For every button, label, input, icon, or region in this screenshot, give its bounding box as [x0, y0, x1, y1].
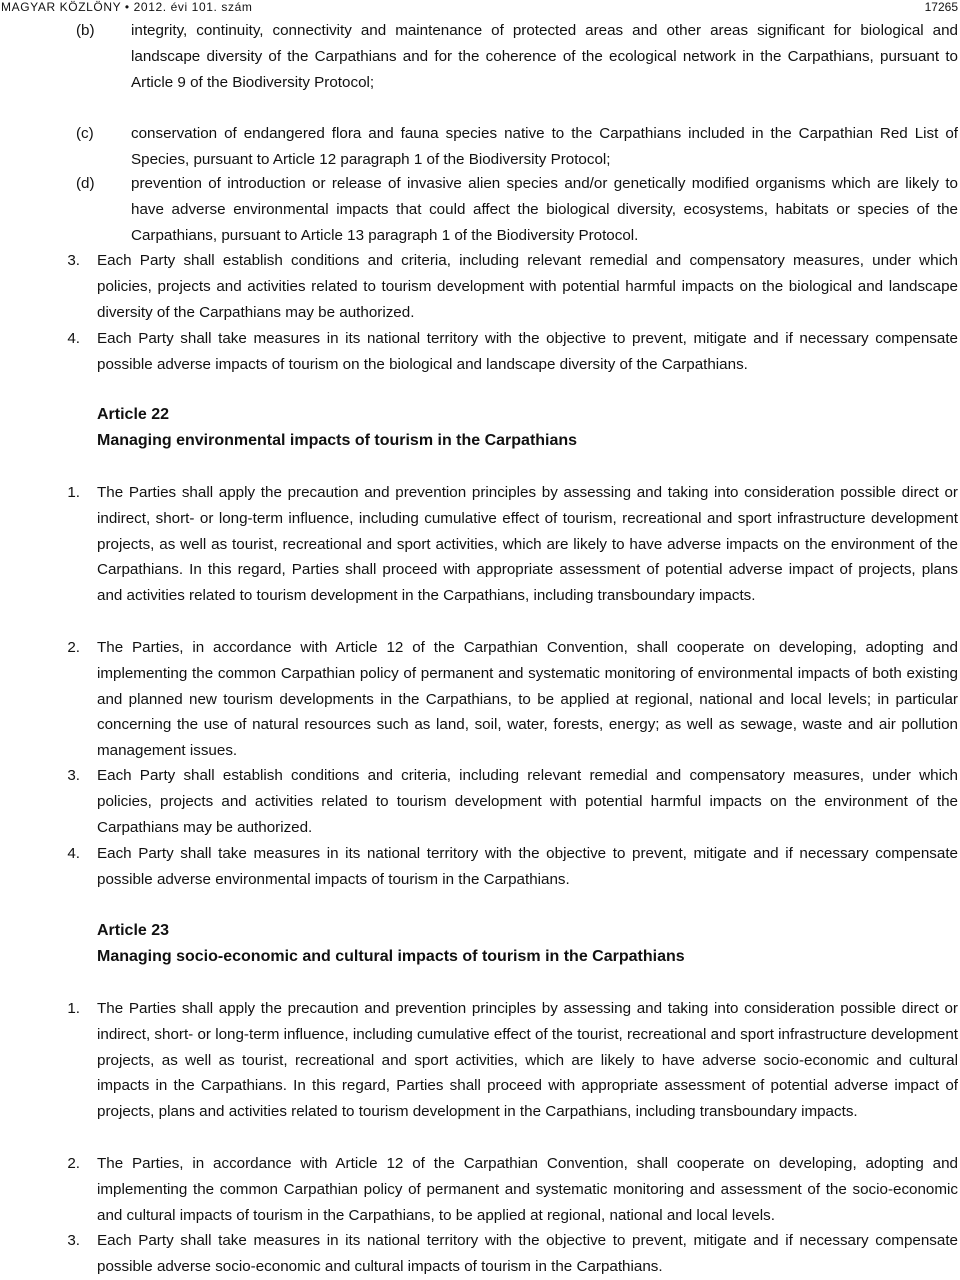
paragraph-number: 1. — [67, 484, 80, 501]
item-text: integrity, continuity, connectivity and maintenance of protected areas and other areas significant for biological and landscape diversity of the Carpathians and for the coherence of the ecological network in the Carpathians, pursuant to Article 9 of the Biodiversity Protocol; — [131, 22, 958, 91]
paragraph-number: 3. — [67, 252, 80, 269]
numbered-paragraph — [0, 1228, 958, 1280]
paragraph-text: The Parties shall apply the precaution and prevention principles by assessing and taking into consideration possible direct or indirect, short- or long-term influence, including cumulative effect of tourism, recreational and sport infrastructure development projects, as well as tourist, recreational and sport activities, which are likely to have adverse impacts on the environment of the Carpathians. In this regard, Parties shall proceed with appropriate assessment of potential adverse impact of projects, plans and activities related to tourism development in the Carpathians, including transboundary impacts. — [97, 484, 958, 605]
numbered-paragraph — [0, 996, 958, 1125]
paragraph-text: Each Party shall establish conditions and criteria, including relevant remedial and compensatory measures, under which policies, projects and activities related to tourism development with potential harmful impacts on the biological and landscape diversity of the Carpathians may be authorized. — [97, 252, 958, 321]
numbered-paragraph — [0, 248, 958, 325]
paragraph-text: Each Party shall take measures in its national territory with the objective to prevent, mitigate and if necessary compensate possible adverse environmental impacts of tourism in the Carpathians. — [97, 845, 958, 888]
paragraph-number: 2. — [67, 639, 80, 656]
numbered-paragraph — [0, 841, 958, 893]
numbered-paragraph — [0, 635, 958, 764]
numbered-paragraph — [0, 480, 958, 609]
article-title: Managing socio-economic and cultural impacts of tourism in the Carpathians — [97, 948, 685, 965]
paragraph-text: Each Party shall take measures in its national territory with the objective to prevent, mitigate and if necessary compensate possible adverse socio-economic and cultural impacts of tourism in the Carpathians. — [97, 1232, 958, 1275]
paragraph-number: 4. — [67, 330, 80, 347]
numbered-paragraph — [0, 763, 958, 840]
paragraph-number: 1. — [67, 1000, 80, 1017]
item-text: prevention of introduction or release of invasive alien species and/or genetically modified organisms which are likely to have adverse environmental impacts that could affect the biological diversity, ecosystems, habitats or species of the Carpathians, pursuant to Article 13 paragraph 1 of the Biodiversity Protocol. — [131, 175, 958, 244]
paragraph-number: 2. — [67, 1155, 80, 1172]
journal-title: MAGYAR KÖZLÖNY • 2012. évi 101. szám — [1, 0, 253, 14]
paragraph-text: The Parties, in accordance with Article 12 of the Carpathian Convention, shall cooperate on developing, adopting and implementing the common Carpathian policy of permanent and systematic monitoring and assessment of the socio-economic and cultural impacts of tourism in the Carpathians, to be applied at regional, national and local levels. — [97, 1155, 958, 1224]
list-item — [0, 121, 958, 173]
article-number: Article 23 — [97, 922, 170, 939]
paragraph-text: Each Party shall take measures in its national territory with the objective to prevent, mitigate and if necessary compensate possible adverse impacts of tourism on the biological and landscape diversity of the Carpathians. — [97, 330, 958, 373]
paragraph-text: The Parties, in accordance with Article 12 of the Carpathian Convention, shall cooperate on developing, adopting and implementing the common Carpathian policy of permanent and systematic monitoring of environmental impacts of both existing and planned new tourism developments in the Carpathians, to be applied at regional, national and local levels; in particular concerning the use of natural resources such as land, soil, water, forests, energy; as well as sewage, waste and air pollution management issues. — [97, 639, 958, 760]
article-number: Article 22 — [97, 406, 170, 423]
paragraph-number: 4. — [67, 845, 80, 862]
paragraph-number: 3. — [67, 1232, 80, 1249]
paragraph-text: Each Party shall establish conditions and criteria, including relevant remedial and compensatory measures, under which policies, projects and activities related to tourism development with potential harmful impacts on the environment of the Carpathians may be authorized. — [97, 767, 958, 836]
item-marker: (c) — [76, 125, 94, 142]
item-marker: (b) — [76, 22, 95, 39]
list-item — [0, 18, 958, 95]
list-item — [0, 171, 958, 248]
page-header — [0, 0, 960, 16]
numbered-paragraph — [0, 326, 958, 378]
paragraph-number: 3. — [67, 767, 80, 784]
article-title: Managing environmental impacts of tourism in the Carpathians — [97, 432, 578, 449]
numbered-paragraph — [0, 1151, 958, 1228]
page-number: 17265 — [924, 0, 958, 14]
item-marker: (d) — [76, 175, 95, 192]
item-text: conservation of endangered flora and fauna species native to the Carpathians included in the Carpathian Red List of Species, pursuant to Article 12 paragraph 1 of the Biodiversity Protocol; — [131, 125, 958, 168]
paragraph-text: The Parties shall apply the precaution and prevention principles by assessing and taking into consideration possible direct or indirect, short- or long-term influence, including cumulative effect of the tourist, recreational and sport infrastructure development projects, as well as tourist, recreational and sport activities, which are likely to have adverse socio-economic and cultural impacts in the Carpathians. In this regard, Parties shall proceed with appropriate assessment of potential adverse impact of projects, plans and activities related to tourism development in the Carpathians, including transboundary impacts. — [97, 1000, 958, 1121]
